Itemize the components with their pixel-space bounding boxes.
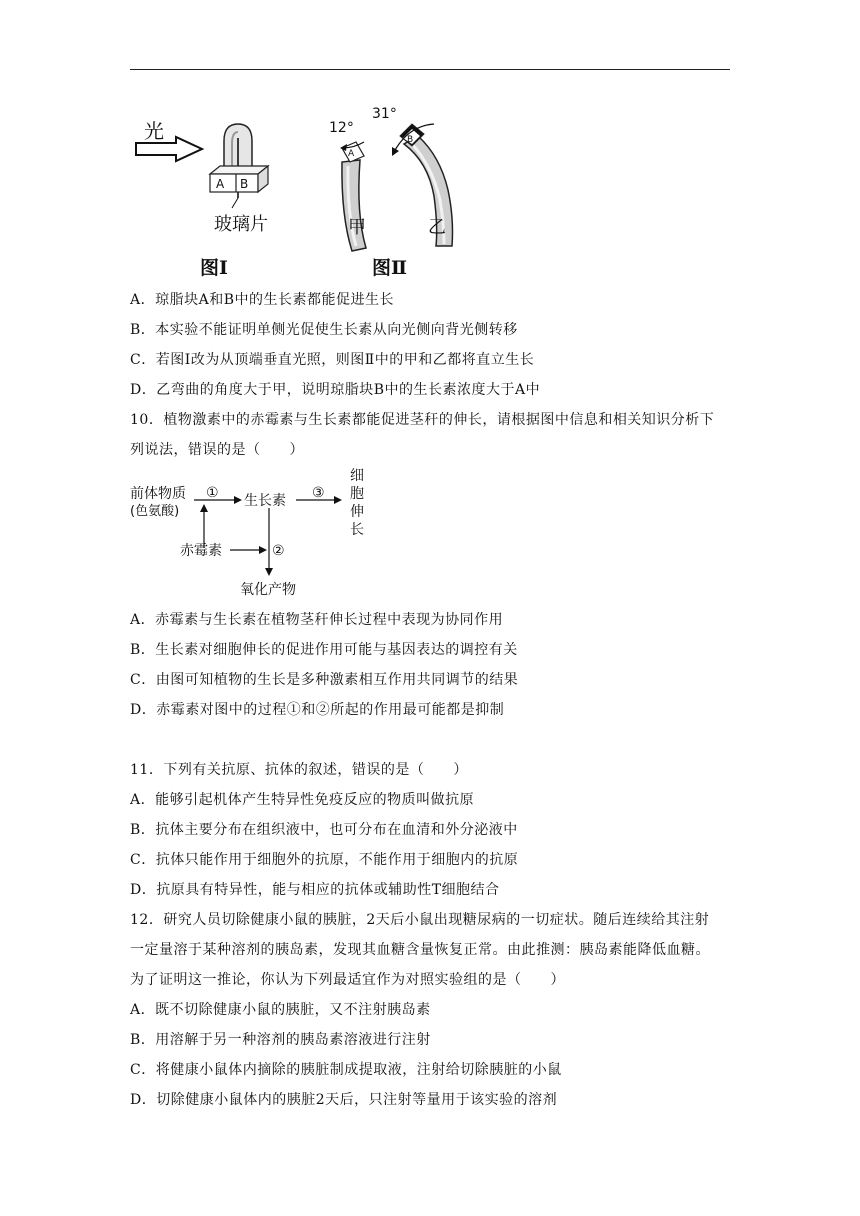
auxin-label: 生长素 [244,493,286,509]
light-label: 光 [144,119,164,143]
precursor-label: 前体物质 [130,486,186,502]
caption-figure-2: 图Ⅱ [372,257,408,279]
step3-label: ③ [312,485,325,501]
q11-option-d: D．抗原具有特异性，能与相应的抗体或辅助性T细胞结合 [130,882,500,898]
angle-yi: 31° [372,106,397,122]
q9-option-b: B．本实验不能证明单侧光促使生长素从向光侧向背光侧转移 [130,322,518,338]
hormone-pathway-diagram [128,466,388,606]
q9-option-d: D．乙弯曲的角度大于甲，说明琼脂块B中的生长素浓度大于A中 [130,382,541,398]
precursor-sub-label: (色氨酸) [130,504,180,519]
step2-label: ② [272,543,285,559]
q10-stem-line2: 列说法，错误的是（ ） [130,442,304,458]
q9-option-a: A．琼脂块A和B中的生长素都能促进生长 [130,292,395,308]
figure-phototropism [128,96,458,281]
q12-option-a: A．既不切除健康小鼠的胰脏，又不注射胰岛素 [130,1002,431,1018]
q11-option-b: B．抗体主要分布在组织液中，也可分布在血清和外分泌液中 [130,822,518,838]
svg-text:胞: 胞 [350,486,364,502]
svg-text:长: 长 [350,522,364,538]
stem-yi-label: 乙 [428,217,446,238]
header-rule [130,69,730,70]
q10-option-b: B．生长素对细胞伸长的促进作用可能与基因表达的调控有关 [130,642,518,658]
q10-option-d: D．赤霉素对图中的过程①和②所起的作用最可能都是抑制 [130,702,505,718]
q12-option-d: D．切除健康小鼠体内的胰脏2天后，只注射等量用于该实验的溶剂 [130,1092,558,1108]
stem-jia-label: 甲 [348,217,366,238]
q12-stem-line2: 一定量溶于某种溶剂的胰岛素，发现其血糖含量恢复正常。由此推测：胰岛素能降低血糖。 [130,942,710,958]
q12-stem-line1: 12．研究人员切除健康小鼠的胰脏，2天后小鼠出现糖尿病的一切症状。随后连续给其注射 [130,912,710,928]
block-a-label: A [216,177,225,191]
glass-label: 玻璃片 [214,214,268,235]
q11-option-c: C．抗体只能作用于细胞外的抗原，不能作用于细胞内的抗原 [130,852,519,868]
caption-figure-1: 图Ⅰ [200,257,228,279]
q12-option-c: C．将健康小鼠体内摘除的胰脏制成提取液，注射给切除胰脏的小鼠 [130,1062,562,1078]
oxidation-label: 氧化产物 [240,582,296,598]
q12-option-b: B．用溶解于另一种溶剂的胰岛素溶液进行注射 [130,1032,431,1048]
svg-text:细: 细 [350,468,364,484]
q9-option-c: C．若图Ⅰ改为从顶端垂直光照，则图Ⅱ中的甲和乙都将直立生长 [130,352,535,368]
q10-option-a: A．赤霉素与生长素在植物茎秆伸长过程中表现为协同作用 [130,612,504,628]
stem-jia-block: A [348,149,355,159]
cell-elongation-label [350,468,364,538]
q12-stem-line3: 为了证明这一推论，你认为下列最适宜作为对照实验组的是（ ） [130,972,565,988]
q10-stem-line1: 10．植物激素中的赤霉素与生长素都能促进茎秆的伸长，请根据图中信息和相关知识分析下 [130,412,715,428]
stem-yi-block: B [407,135,414,145]
block-b-label: B [240,177,249,191]
q11-option-a: A．能够引起机体产生特异性免疫反应的物质叫做抗原 [130,792,475,808]
q11-stem: 11．下列有关抗原、抗体的叙述，错误的是（ ） [130,762,468,778]
q10-option-c: C．由图可知植物的生长是多种激素相互作用共同调节的结果 [130,672,519,688]
angle-jia: 12° [329,120,354,136]
svg-text:伸: 伸 [350,504,364,520]
step1-label: ① [206,485,219,501]
gibberellin-label: 赤霉素 [180,543,222,559]
